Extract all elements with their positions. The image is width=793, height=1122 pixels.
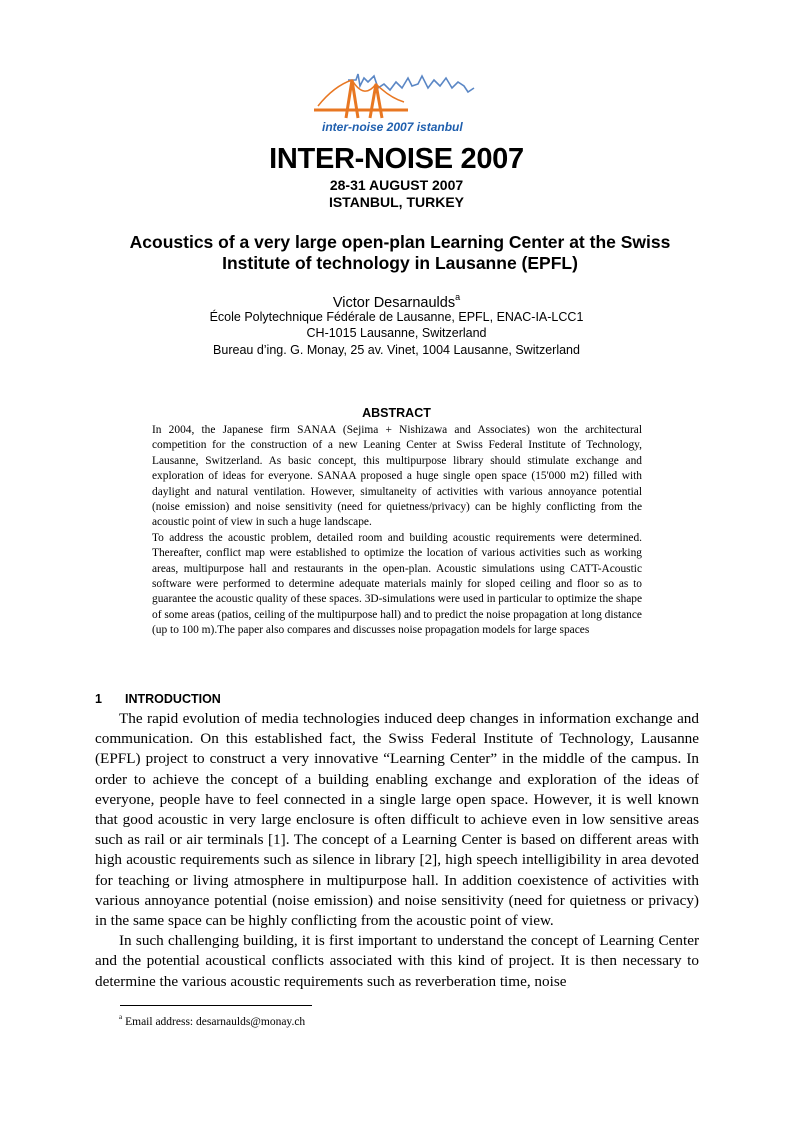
author-footnote-mark: a — [455, 292, 461, 302]
abstract-paragraph: To address the acoustic problem, detailed room and building acoustic requirements were determined. Thereafter, conflict map were established to optimize the location of various activities such as working areas, multipurpose hall and restaurants in the open-plan. Acoustic simulations using CATT-Acoustic software were performed to determine adequate materials mainly for sloped ceiling and floor so as to guarantee the acoustic quality of these spaces. 3D-simulations were used in particular to optimize the shape of some areas (patios, ceiling of the multipurpose hall) and to predict the noise propagation at long distance (up to 100 m).The paper also compares and discusses noise propagation models for large spaces — [152, 531, 642, 637]
abstract-heading: ABSTRACT — [362, 406, 431, 420]
footnote-rule — [120, 1005, 312, 1006]
conference-logo — [308, 66, 488, 136]
body-paragraph: The rapid evolution of media technologies induced deep changes in information exchange and communication. On this established fact, the Swiss Federal Institute of Technology, Lausanne (EPFL) project to construct a very innovative “Learning Center” in the middle of the campus. In order to achieve the concept of a building enabling exchange and exploration of the ideas of everyone, people have to feel connected in a single large open space. However, it is well known that good acoustic in very large enclosure is often difficult to achieve even in low sensitive areas such as rail or air terminals [1]. The concept of a Learning Center is based on different areas with high acoustic requirements such as silence in library [2], high speech intelligibility in area devoted for teaching or living atmosphere in multipurpose hall. In addition coexistence of activities with various annoyance potential (noise emission) and noise sensitivity (need for quietness or privacy) in the same space can be highly conflicting from the acoustic point of view. — [95, 710, 699, 930]
body-paragraph: In such challenging building, it is first important to understand the concept of Learning Center and the potential acoustical conflicts associated with this kind of project. It is then necessary to determine the various acoustic requirements such as reverberation time, noise — [95, 932, 699, 990]
conference-date: 28-31 AUGUST 2007 — [329, 177, 464, 193]
conference-place: ISTANBUL, TURKEY — [328, 194, 465, 210]
logo-text: inter-noise 2007 istanbul — [322, 120, 463, 134]
affiliation-line: École Polytechnique Fédérale de Lausanne, EPFL, ENAC-IA-LCC1 — [209, 310, 584, 324]
abstract-paragraph: In 2004, the Japanese firm SANAA (Sejima + Nishizawa and Associates) won the architectural competition for the construction of a new Leaning Center at Swiss Federal Institute of Technology, Lausanne, Switzerland. As basic concept, this multipurpose library should stimulate exchange and exploration of ideas for everyone. SANAA proposed a huge single open space (15'000 m2) filled with daylight and natural ventilation. However, simultaneity of activities with various annoyance potential (noise emission) and noise sensitivity (need for quietness/privacy) can be highly conflicting from the acoustic point of view in such a huge landscape. — [152, 424, 642, 529]
author-name: Victor Desarnaulds — [332, 294, 456, 311]
footnote — [119, 1011, 305, 1029]
section-number: 1 — [95, 692, 102, 706]
footnote-mark: a — [119, 1013, 123, 1021]
conference-title: INTER-NOISE 2007 — [269, 143, 524, 175]
section-title: INTRODUCTION — [125, 692, 221, 706]
affiliation-line: CH-1015 Lausanne, Switzerland — [306, 326, 487, 340]
section-heading — [95, 691, 221, 707]
paper-title: Acoustics of a very large open-plan Learning Center at the Swiss Institute of technology in Lausanne (EPFL) — [129, 232, 671, 273]
affiliation-line: Bureau d’ing. G. Monay, 25 av. Vinet, 1004 Lausanne, Switzerland — [213, 343, 580, 357]
section-body — [95, 709, 699, 992]
footnote-text: Email address: desarnaulds@monay.ch — [125, 1015, 306, 1028]
abstract-body — [152, 423, 642, 639]
